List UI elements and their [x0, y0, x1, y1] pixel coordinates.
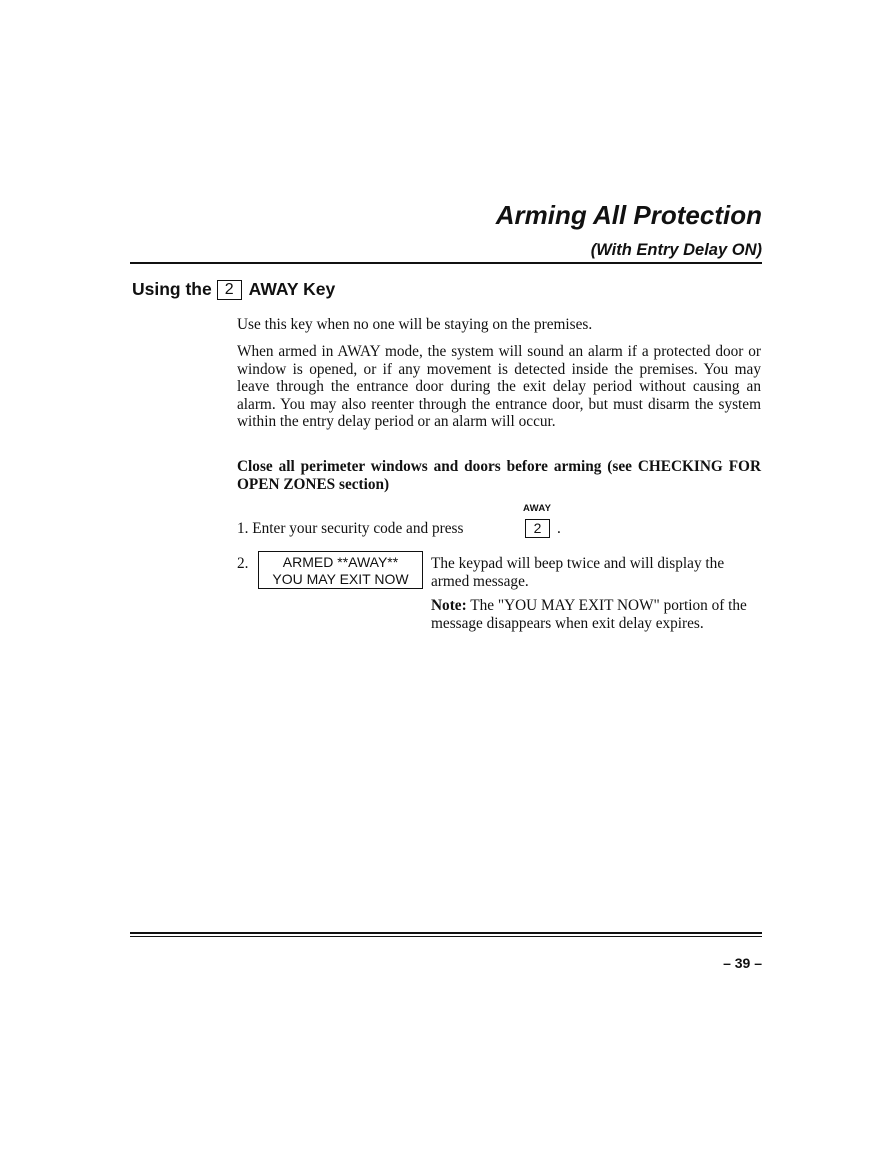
keypad-display-line-2: YOU MAY EXIT NOW — [272, 571, 409, 587]
footer-divider-thick — [130, 932, 762, 934]
away-key-icon: 2 — [217, 280, 242, 300]
step-1-away-key-icon: 2 — [525, 519, 550, 538]
step-2-number: 2. — [237, 555, 249, 572]
note-label: Note: — [431, 597, 467, 614]
note-text: The "YOU MAY EXIT NOW" portion of the message disappears when exit delay expires. — [431, 597, 747, 632]
keypad-display-line-1: ARMED **AWAY** — [282, 554, 399, 570]
step-2-description: The keypad will beep twice and will display the armed message. — [431, 555, 725, 590]
section-heading-suffix: AWAY Key — [248, 279, 336, 299]
warning-paragraph: Close all perimeter windows and doors before arming (see CHECKING FOR OPEN ZONES section) — [237, 458, 761, 493]
intro-paragraph: Use this key when no one will be staying on the premises. — [237, 316, 593, 333]
keypad-display — [258, 551, 423, 589]
section-heading-prefix: Using the — [132, 279, 212, 299]
title-divider — [130, 262, 762, 264]
step-1-period: . — [557, 520, 561, 537]
page-number: – 39 – — [723, 955, 762, 971]
page-title: Arming All Protection — [495, 200, 762, 230]
footer-divider-thin — [130, 936, 762, 937]
away-key-label: AWAY — [523, 503, 552, 514]
page-subtitle: (With Entry Delay ON) — [590, 241, 762, 259]
away-mode-paragraph: When armed in AWAY mode, the system will sound an alarm if a protected door or window is opened, or if any movement is detected inside the premises. You may leave through the entrance door during the exit delay period without causing an alarm. You may also reenter through the entrance door, but must disarm the system within the entry delay period or an alarm will occur. — [237, 343, 761, 431]
step-2-note — [431, 597, 751, 632]
step-1-text: 1. Enter your security code and press — [237, 520, 464, 537]
section-heading — [132, 279, 335, 300]
